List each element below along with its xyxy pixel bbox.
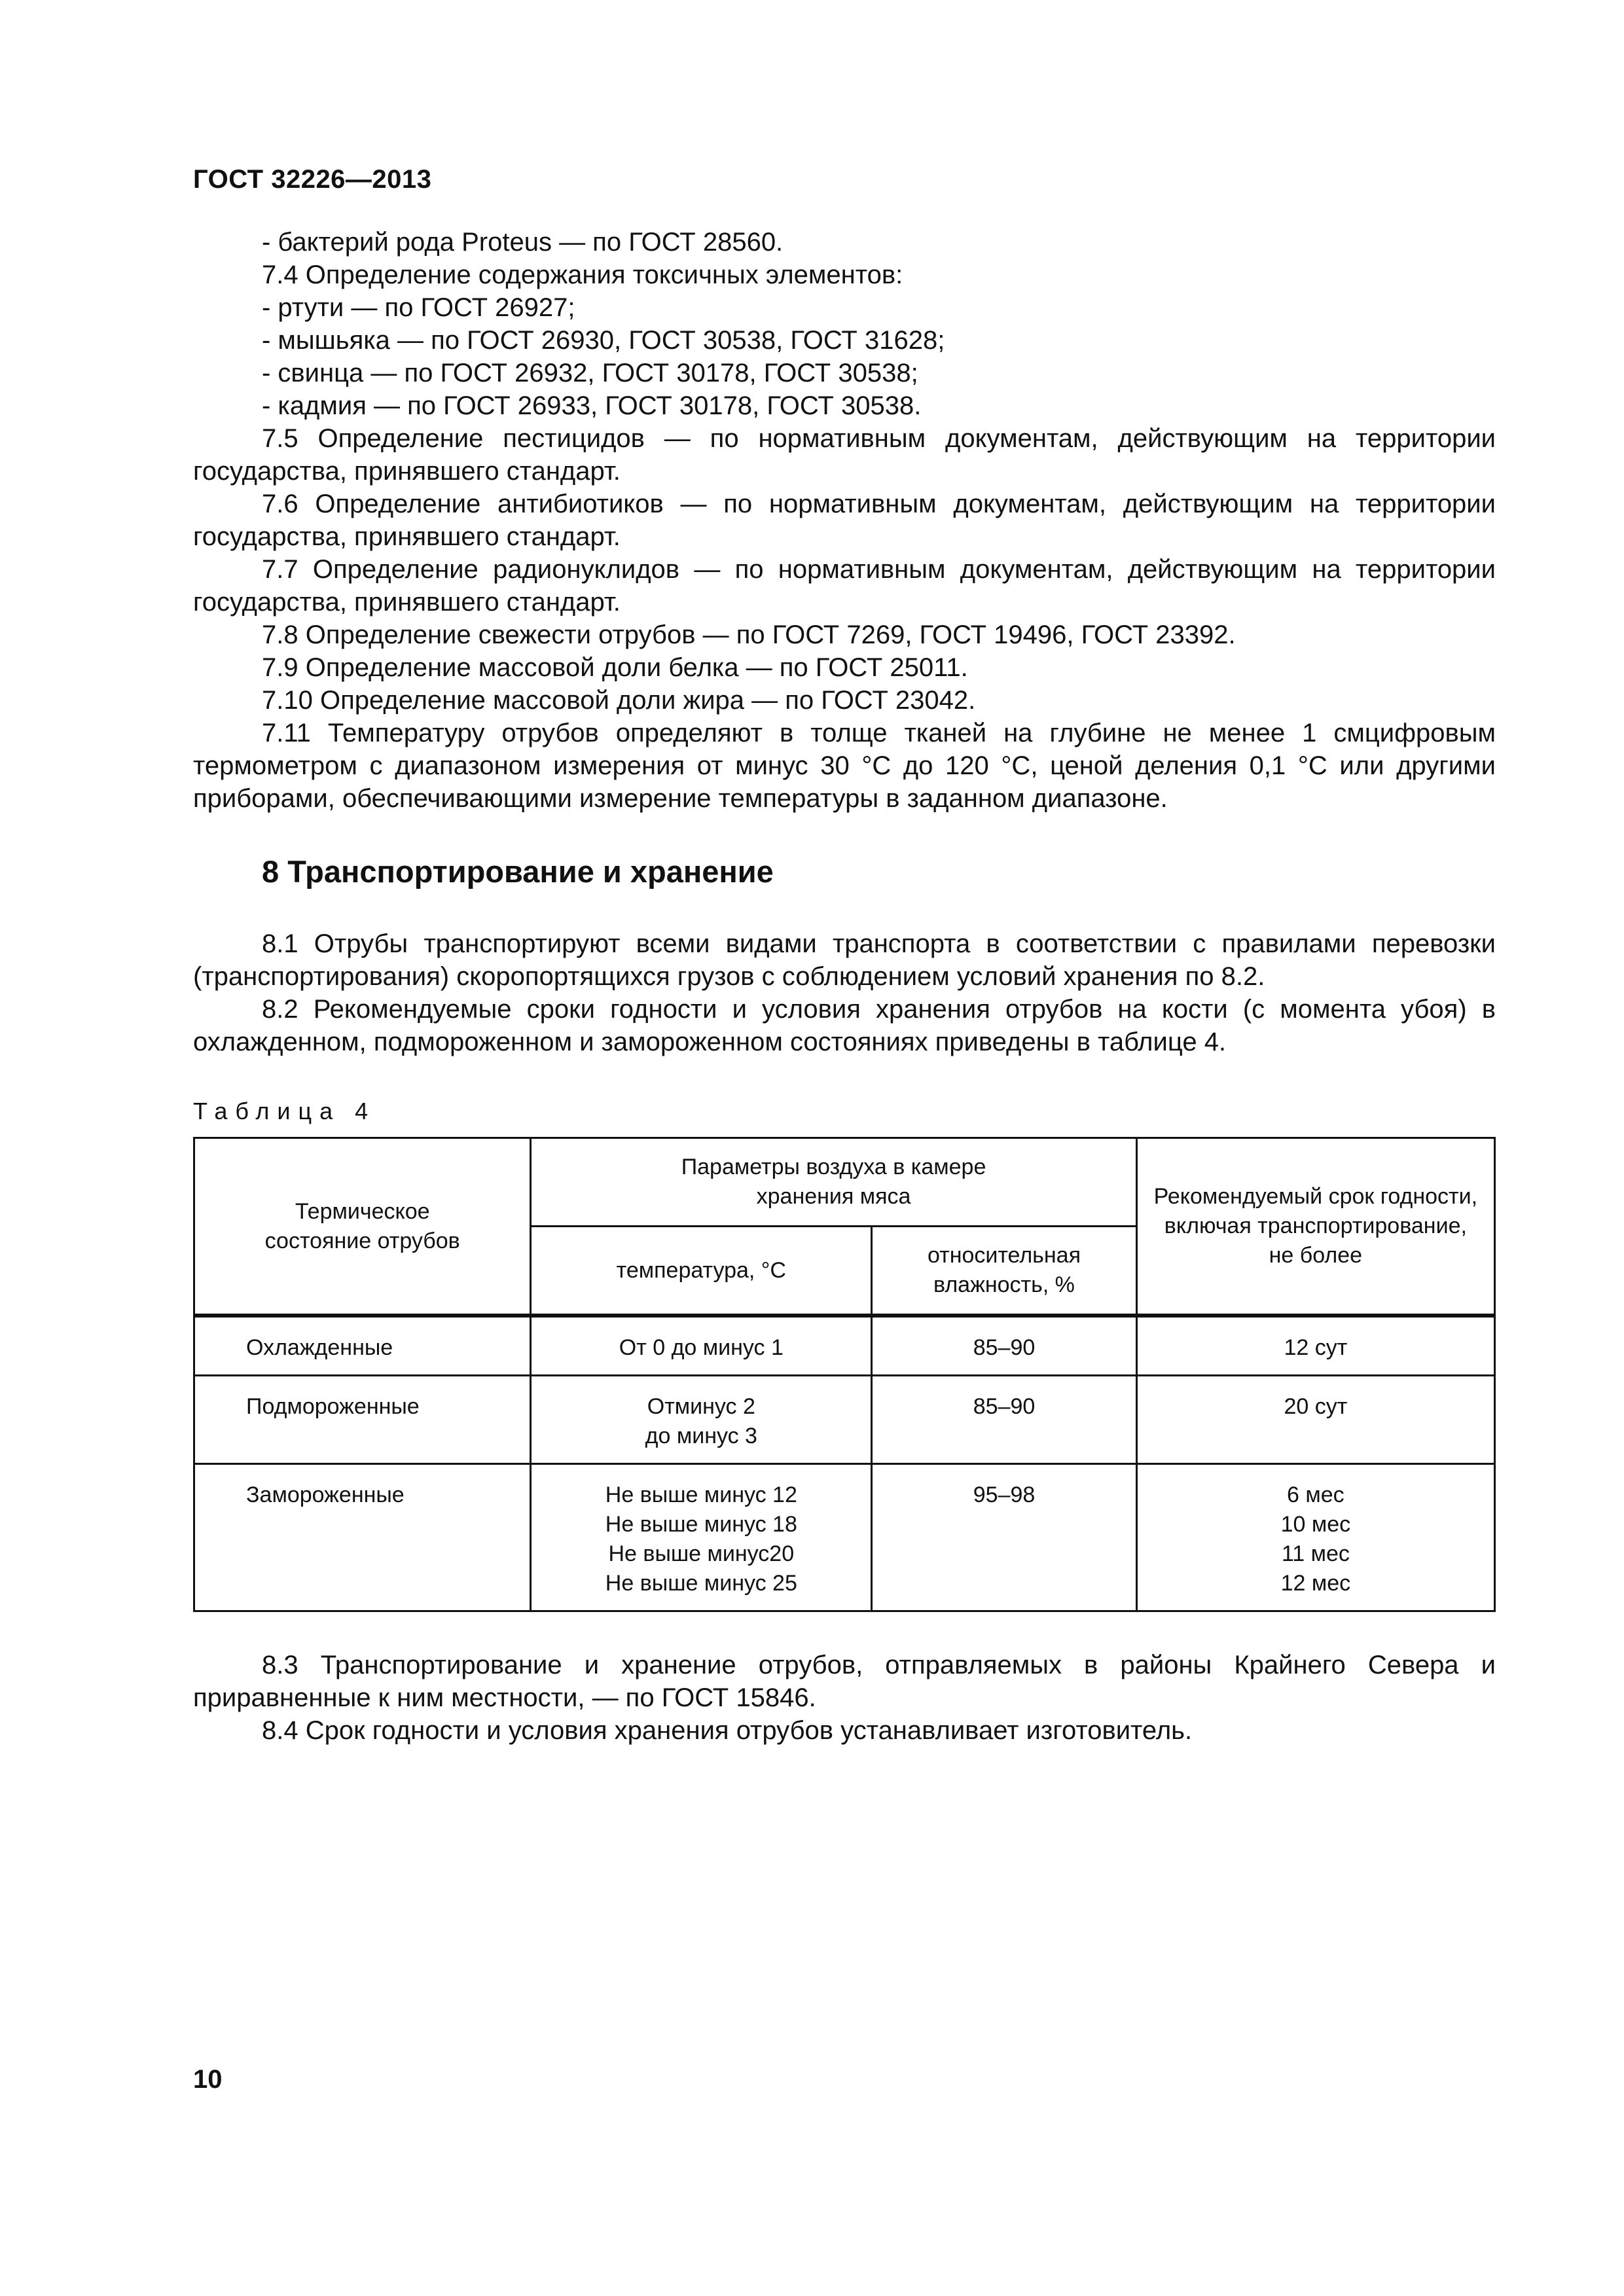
- document-body: [193, 226, 1496, 1747]
- header-temperature: [531, 1227, 872, 1316]
- term-line: 6 мес: [1287, 1482, 1344, 1507]
- header-state: [194, 1138, 531, 1316]
- header-state-label: Термическое состояние отрубов: [264, 1198, 460, 1253]
- term-line: 20 сут: [1284, 1394, 1348, 1419]
- temperature-line: до минус 3: [645, 1424, 757, 1448]
- cell-temperature: [531, 1316, 872, 1376]
- text-line: 7.7 Определение радионуклидов — по нормативным документам, действующим на территории государства, принявшего стандарт.: [193, 555, 1496, 617]
- text-line: - ртути — по ГОСТ 26927;: [262, 293, 575, 322]
- table-row: [194, 1316, 1495, 1376]
- term-line: 11 мес: [1281, 1541, 1350, 1566]
- cell-term: [1136, 1376, 1494, 1464]
- text-line: 7.5 Определение пестицидов — по нормативным документам, действующим на территории государства, принявшего стандарт.: [193, 424, 1496, 486]
- text-line: - кадмия — по ГОСТ 26933, ГОСТ 30178, ГОСТ 30538.: [262, 391, 922, 420]
- temperature-line: Не выше минус20: [608, 1541, 795, 1566]
- paragraph-8-4: 8.4 Срок годности и условия хранения отрубов устанавливает изготовитель.: [262, 1716, 1193, 1745]
- header-air-params: [531, 1138, 1136, 1227]
- text-line: 7.8 Определение свежести отрубов — по ГОСТ 7269, ГОСТ 19496, ГОСТ 23392.: [262, 620, 1236, 649]
- text-line: 7.11 Температуру отрубов определяют в толще тканей на глубине не менее 1 смцифровым термометром с диапазоном измерения от минус 30 °С до 120 °С, ценой деления 0,1 °С или другими приборами, обеспечивающими измерение температуры в заданном диапазоне.: [193, 719, 1496, 813]
- text-line: 7.10 Определение массовой доли жира — по ГОСТ 23042.: [262, 686, 976, 715]
- cell-state: Охлажденные: [194, 1316, 531, 1376]
- cell-state: Подмороженные: [194, 1376, 531, 1464]
- text-line: - бактерий рода Proteus — по ГОСТ 28560.: [262, 228, 784, 257]
- temperature-line: Отминус 2: [647, 1394, 755, 1419]
- cell-humidity: 95–98: [872, 1464, 1136, 1611]
- section-title: 8 Транспортирование и хранение: [262, 854, 774, 889]
- paragraph-8-3: 8.3 Транспортирование и хранение отрубов, отправляемых в районы Крайнего Севера и приравненные к ним местности, — по ГОСТ 15846.: [193, 1651, 1496, 1712]
- table-row: [194, 1464, 1495, 1611]
- cell-humidity: 85–90: [872, 1316, 1136, 1376]
- text-line: 7.6 Определение антибиотиков — по нормативным документам, действующим на территории государства, принявшего стандарт.: [193, 490, 1496, 551]
- paragraph-8-1: 8.1 Отрубы транспортируют всеми видами транспорта в соответствии с правилами перевозки (транспортирования) скоропортящихся грузов с соблюдением условий хранения по 8.2.: [193, 929, 1496, 991]
- document-header: ГОСТ 32226—2013: [193, 165, 432, 194]
- cell-temperature: [531, 1376, 872, 1464]
- cell-term: [1136, 1316, 1494, 1376]
- page-number: 10: [193, 2065, 223, 2094]
- header-humidity: [872, 1227, 1136, 1316]
- temperature-line: Не выше минус 12: [605, 1482, 797, 1507]
- cell-temperature: [531, 1464, 872, 1611]
- header-air-params-label: Параметры воздуха в камере хранения мяса: [681, 1155, 986, 1209]
- text-line: 7.9 Определение массовой доли белка — по ГОСТ 25011.: [262, 653, 968, 682]
- term-line: 12 сут: [1284, 1335, 1348, 1360]
- table-row: [194, 1376, 1495, 1464]
- term-line: 10 мес: [1280, 1512, 1351, 1537]
- header-term: [1136, 1138, 1494, 1316]
- section-7-content: [193, 226, 1496, 815]
- storage-table: [193, 1137, 1496, 1612]
- cell-term: [1136, 1464, 1494, 1611]
- header-temperature-label: температура, °С: [616, 1257, 786, 1283]
- cell-state: Замороженные: [194, 1464, 531, 1611]
- temperature-line: От 0 до минус 1: [619, 1335, 784, 1360]
- term-line: 12 мес: [1280, 1571, 1351, 1596]
- temperature-line: Не выше минус 25: [605, 1571, 797, 1596]
- temperature-line: Не выше минус 18: [605, 1512, 797, 1537]
- text-line: - мышьяка — по ГОСТ 26930, ГОСТ 30538, ГОСТ 31628;: [262, 326, 945, 355]
- text-line: 7.4 Определение содержания токсичных элементов:: [262, 260, 903, 289]
- table-caption: Таблица 4: [193, 1098, 376, 1124]
- header-term-label: Рекомендуемый срок годности, включая транспортирование, не более: [1153, 1184, 1478, 1268]
- header-humidity-label: относительная влажность, %: [927, 1243, 1081, 1297]
- paragraph-8-2: 8.2 Рекомендуемые сроки годности и условия хранения отрубов на кости (с момента убоя) в охлажденном, подмороженном и замороженном состояниях приведены в таблице 4.: [193, 995, 1496, 1056]
- text-line: - свинца — по ГОСТ 26932, ГОСТ 30178, ГОСТ 30538;: [262, 359, 918, 387]
- cell-humidity: 85–90: [872, 1376, 1136, 1464]
- table-body: [194, 1316, 1495, 1611]
